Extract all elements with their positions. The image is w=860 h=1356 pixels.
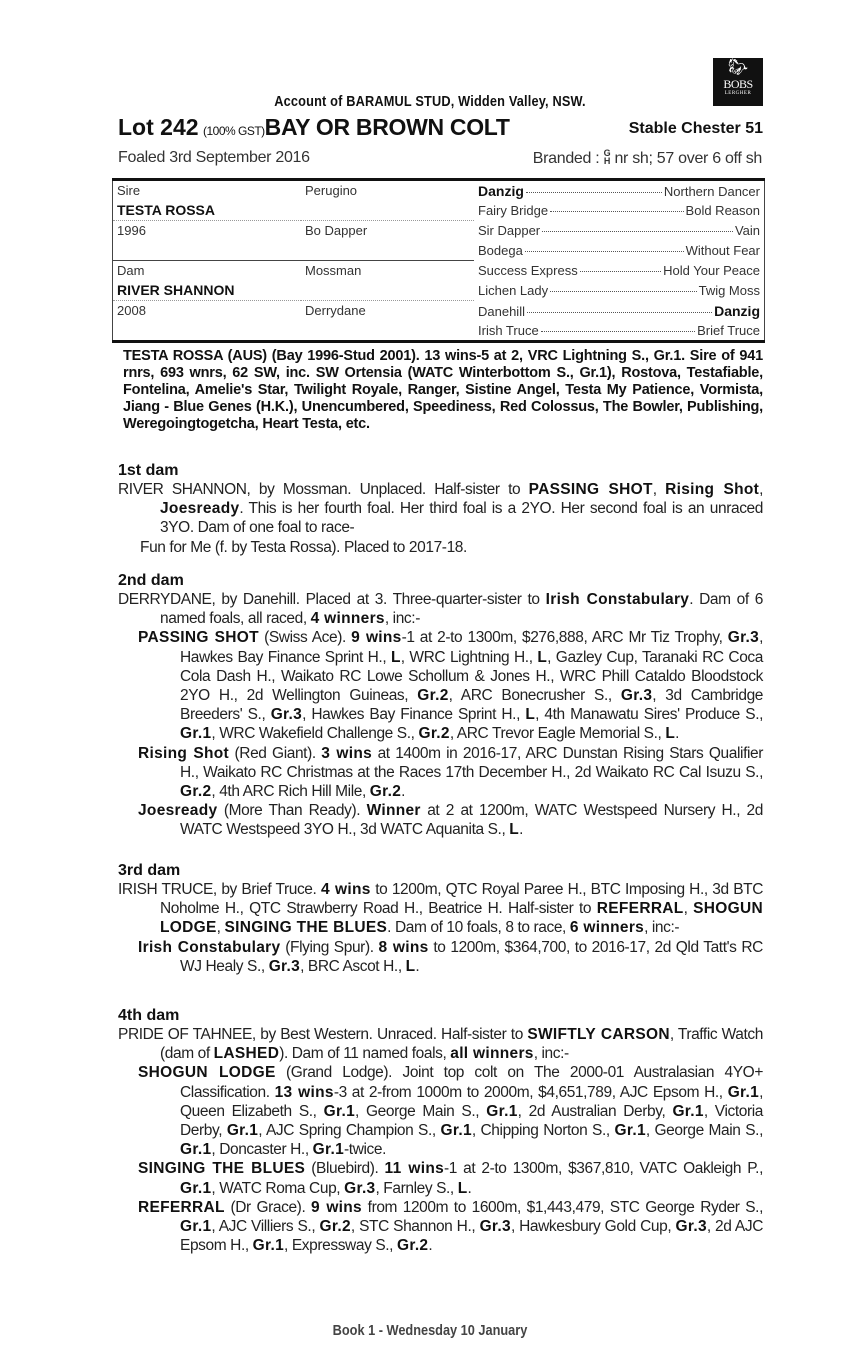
bold-text: Gr.1: [727, 1083, 760, 1101]
ancestor-sire: Brief Truce: [697, 322, 760, 338]
bold-text: 13 wins: [274, 1083, 334, 1101]
pedigree-col1: 2008: [113, 301, 302, 321]
pedigree-col1: [113, 321, 302, 341]
text: ). Dam of 11 named foals,: [279, 1045, 451, 1063]
brand-mark: [604, 149, 611, 165]
text: , Expressway S.,: [284, 1237, 397, 1255]
text: ,: [216, 919, 225, 937]
dam-section: [118, 462, 763, 557]
text: DERRYDANE, by Danehill. Placed at 3. Three-quarter-sister to: [118, 591, 546, 608]
dam-paragraph: [118, 1025, 763, 1063]
text: , Victoria Derby,: [180, 1102, 763, 1140]
bold-text: Rising Shot: [138, 744, 230, 762]
pedigree-row: [113, 241, 765, 261]
pedigree-ancestors: [474, 261, 765, 281]
branded-text: nr sh; 57 over 6 off sh: [614, 150, 762, 167]
branded-info: [533, 149, 762, 168]
bold-text: Irish Constabulary: [138, 938, 281, 956]
stable-location: Stable Chester 51: [628, 120, 763, 137]
text: .: [428, 1237, 433, 1255]
text: , ARC Bonecrusher S.,: [448, 687, 621, 705]
text: at 2 at 1200m, WATC Westspeed Nursery H., 2d WATC Westspeed 3YO H., 3d WATC Aquanita S.,: [180, 802, 763, 839]
dam-section: [118, 572, 763, 840]
bold-text: Gr.1: [180, 1179, 212, 1197]
logo-subtext: LERGHER: [724, 91, 752, 96]
text: -twice.: [344, 1141, 387, 1159]
bold-text: Gr.3: [620, 687, 653, 705]
bold-text: Gr.3: [268, 957, 301, 975]
bold-text: Gr.3: [479, 1218, 511, 1236]
dam-paragraph: [118, 480, 763, 538]
text: Fun for Me (f. by Testa Rossa). Placed to 2017-18.: [140, 538, 467, 556]
ancestor-sire: Vain: [734, 223, 760, 238]
text: , Queen Elizabeth S.,: [180, 1083, 763, 1120]
progeny-entry: [118, 744, 763, 802]
pedigree-row: [113, 321, 765, 341]
text: from 1200m to 1600m, $1,443,479, STC George Ryder S.,: [361, 1198, 763, 1216]
bold-text: 3 wins: [321, 744, 373, 762]
text: . Dam of 10 foals, 8 to race,: [387, 919, 570, 937]
ancestor-name: Sir Dapper: [478, 223, 541, 238]
pedigree-row: [113, 201, 765, 221]
ancestor-name: Danzig: [478, 182, 524, 199]
pedigree-col1: [113, 241, 302, 261]
bold-text: REFERRAL: [138, 1198, 225, 1216]
pedigree-col2: Bo Dapper: [301, 221, 474, 241]
dotted-leader: [541, 331, 695, 332]
text: (Swiss Ace).: [258, 629, 352, 647]
progeny-entry: [118, 1198, 763, 1256]
bold-text: L: [665, 725, 676, 743]
lot-heading: [118, 114, 763, 142]
text: (Grand Lodge). Joint top colt on The 2000-01 Australasian 4YO+ Classification.: [180, 1064, 763, 1101]
bold-text: PASSING SHOT: [138, 629, 259, 647]
progeny-entry: [118, 1063, 763, 1159]
dotted-leader: [580, 271, 661, 272]
bold-text: Gr.3: [344, 1179, 376, 1197]
ancestor-sire: Danzig: [714, 302, 760, 319]
section-heading: 1st dam: [118, 462, 179, 479]
text: , inc:-: [533, 1045, 569, 1063]
text: .: [401, 783, 406, 801]
ancestor-name: Success Express: [478, 263, 578, 278]
text: ,: [759, 481, 764, 498]
bold-text: SINGING THE BLUES: [224, 919, 388, 937]
progeny-entry: [118, 628, 763, 743]
bold-text: Gr.1: [180, 1141, 212, 1159]
text: , George Main S.,: [645, 1122, 763, 1140]
pedigree-row: [113, 281, 765, 301]
bold-text: 9 wins: [311, 1198, 362, 1216]
bold-text: Gr.1: [672, 1102, 704, 1120]
bold-text: SINGING THE BLUES: [138, 1160, 306, 1178]
pedigree-col2: Perugino: [305, 183, 358, 199]
progeny-entry: [118, 938, 763, 976]
text: , WATC Roma Cup,: [211, 1179, 345, 1197]
progeny-entry: [118, 1159, 763, 1197]
bold-text: Gr.2: [396, 1237, 429, 1255]
bold-text: L: [509, 821, 520, 839]
text: -1 at 2-to 1300m, $367,810, VATC Oakleigh P.,: [444, 1160, 763, 1178]
text: RIVER SHANNON, by Mossman. Unplaced. Half-sister to: [118, 481, 529, 498]
text: , WRC Lightning H.,: [400, 648, 538, 666]
lot-number: Lot 242: [118, 114, 199, 140]
pedigree-col2: Derrydane: [301, 301, 474, 321]
text: , George Main S.,: [355, 1102, 487, 1120]
pedigree-col2: [301, 281, 474, 301]
ancestor-sire: Twig Moss: [698, 283, 760, 298]
ancestor-sire: Northern Dancer: [663, 183, 760, 199]
page-footer: Book 1 - Wednesday 10 January: [332, 1322, 528, 1339]
bold-text: REFERRAL: [596, 900, 684, 918]
text: , inc:-: [384, 610, 420, 628]
text: , inc:-: [644, 919, 680, 937]
text: -1 at 2-to 1300m, $276,888, ARC Mr Tiz Trophy,: [401, 629, 728, 647]
bold-text: 6 winners: [569, 919, 645, 937]
pedigree-row: [113, 181, 765, 201]
bold-text: Gr.1: [312, 1141, 345, 1159]
bold-text: Gr.2: [180, 783, 212, 801]
text: (Flying Spur).: [280, 938, 379, 956]
text: , 2d Australian Derby,: [517, 1102, 673, 1120]
text: , Farnley S.,: [375, 1179, 458, 1197]
bold-text: Gr.2: [418, 725, 450, 743]
pedigree-table: [112, 178, 765, 343]
section-heading: 4th dam: [118, 1007, 180, 1024]
progeny-entry: [118, 801, 763, 839]
text: , ARC Trevor Eagle Memorial S.,: [449, 725, 666, 743]
text: , 2d AJC Epsom H.,: [180, 1218, 763, 1255]
bold-text: all winners: [450, 1045, 534, 1063]
text: at 1400m in 2016-17, ARC Dunstan Rising Stars Qualifier H., Waikato RC Christmas at the Races 17th December H., 2d Waikato RC Cal Isuzu S.,: [180, 744, 764, 781]
bold-text: 9 wins: [351, 629, 402, 647]
bold-text: L: [457, 1179, 468, 1197]
text: , AJC Spring Champion S.,: [258, 1122, 441, 1140]
bold-text: Gr.2: [369, 783, 402, 801]
bold-text: Gr.3: [727, 629, 760, 647]
text: .: [415, 957, 420, 975]
pedigree-row: [113, 221, 765, 241]
dotted-leader: [542, 231, 733, 232]
bold-text: Gr.2: [319, 1218, 351, 1236]
pedigree-col1: RIVER SHANNON: [113, 281, 302, 301]
text: , AJC Villiers S.,: [211, 1218, 320, 1236]
bold-text: SWIFTLY CARSON: [527, 1026, 670, 1043]
dam-paragraph: [118, 538, 763, 557]
dam-section: [118, 862, 763, 976]
ancestor-sire: Hold Your Peace: [663, 263, 760, 278]
pedigree-col1: Dam: [113, 261, 302, 281]
text: , Hawkes Bay Finance Sprint H.,: [180, 629, 764, 666]
text: IRISH TRUCE, by Brief Truce.: [118, 881, 321, 898]
ancestor-name: Bodega: [478, 243, 523, 258]
bold-text: Gr.1: [180, 725, 212, 743]
pedigree-col2: [301, 241, 474, 261]
bold-text: Rising Shot: [665, 481, 760, 498]
branded-label: Branded :: [532, 150, 600, 167]
text: -3 at 2-from 1000m to 2000m, $4,651,789, AJC Epsom H.,: [333, 1083, 728, 1101]
bold-text: Gr.2: [417, 687, 449, 705]
text: , Hawkesbury Gold Cup,: [510, 1218, 676, 1236]
pedigree-ancestors: [474, 181, 765, 201]
text: , STC Shannon H.,: [350, 1218, 480, 1236]
text: , 4th ARC Rich Hill Mile,: [211, 783, 370, 801]
bold-text: 8 wins: [378, 938, 429, 956]
bold-text: SHOGUN LODGE: [160, 900, 763, 937]
pedigree-row: [113, 261, 765, 281]
pedigree-ancestors: [474, 221, 765, 241]
bold-text: 11 wins: [384, 1160, 445, 1178]
text: ,: [683, 900, 694, 918]
bold-text: Gr.1: [252, 1237, 285, 1255]
pedigree-ancestors: [474, 281, 765, 301]
pedigree-col1: TESTA ROSSA: [113, 201, 302, 221]
dotted-leader: [527, 312, 712, 313]
vendor-account: Account of BARAMUL STUD, Widden Valley, NSW.: [274, 93, 586, 110]
bold-text: LASHED: [213, 1045, 280, 1063]
text: , Doncaster H.,: [211, 1141, 313, 1159]
gst-note: (100% GST): [202, 124, 265, 138]
ancestor-sire: Bold Reason: [685, 203, 760, 218]
ancestor-name: Irish Truce: [478, 322, 539, 338]
bold-text: L: [525, 706, 536, 724]
pedigree-col1: Sire: [113, 181, 302, 201]
bold-text: Winner: [366, 802, 421, 820]
bold-text: Gr.1: [486, 1102, 518, 1120]
text: to 1200m, QTC Royal Paree H., BTC Imposing H., 3d BTC Noholme H., QTC Strawberry Road H., Beatrice H. Half-sister to: [160, 881, 763, 918]
text: (Bluebird).: [305, 1160, 385, 1178]
bold-text: Gr.1: [226, 1122, 259, 1140]
text: , Chipping Norton S.,: [471, 1122, 615, 1140]
pedigree-col2: [301, 201, 474, 221]
text: . This is her fourth foal. Her third foal is a 2YO. Her second foal is an unraced 3YO. Dam of one foal to race-: [160, 500, 763, 537]
foaled-date: Foaled 3rd September 2016: [118, 149, 310, 166]
dam-paragraph: [118, 590, 763, 628]
text: , 3d Cambridge Breeders' S.,: [180, 687, 764, 724]
bold-text: 4 winners: [310, 610, 385, 628]
logo-text: BOBS: [723, 77, 753, 91]
text: .: [467, 1179, 472, 1197]
bold-text: Gr.1: [440, 1122, 472, 1140]
section-heading: 2nd dam: [118, 572, 184, 589]
pedigree-ancestors: [474, 321, 765, 341]
text: , WRC Wakefield Challenge S.,: [211, 725, 419, 743]
dotted-leader: [525, 251, 684, 252]
bold-text: Gr.3: [675, 1218, 707, 1236]
dotted-leader: [526, 192, 662, 193]
text: (Dr Grace).: [224, 1198, 312, 1216]
brand-top: G: [603, 148, 611, 158]
bold-text: PASSING SHOT: [528, 481, 653, 498]
text: , Gazley Cup, Taranaki RC Coca Cola Dash H., Waikato RC Lowe Schollum & Jones H., WRC Phill Cataldo Bloodstock 2YO H., 2d Wellington Guineas,: [180, 648, 763, 705]
pedigree-ancestors: [474, 201, 765, 221]
ancestor-name: Fairy Bridge: [478, 203, 549, 218]
text: , Hawkes Bay Finance Sprint H.,: [302, 706, 526, 724]
bold-text: Gr.3: [270, 706, 303, 724]
text: PRIDE OF TAHNEE, by Best Western. Unraced. Half-sister to: [118, 1026, 528, 1043]
text: ,: [652, 481, 666, 498]
pedigree-row: [113, 301, 765, 321]
text: .: [675, 725, 680, 743]
bold-text: L: [537, 648, 548, 666]
bold-text: 4 wins: [320, 881, 371, 898]
bold-text: Gr.1: [614, 1122, 646, 1140]
pedigree-ancestors: [474, 241, 765, 261]
bold-text: L: [405, 957, 416, 975]
text: (More Than Ready).: [217, 802, 367, 820]
pedigree-col1: 1996: [113, 221, 302, 241]
brand-bottom: H: [603, 156, 611, 166]
lot-description: BAY OR BROWN COLT: [264, 114, 510, 140]
bold-text: Joesready: [138, 802, 218, 820]
section-heading: 3rd dam: [118, 862, 181, 879]
dam-section: [118, 1007, 763, 1255]
text: to 1200m, $364,700, to 2016-17, 2d Qld Tatt's RC WJ Healy S.,: [180, 938, 763, 975]
text: , Traffic Watch (dam of: [160, 1026, 763, 1063]
bold-text: L: [390, 648, 401, 666]
bold-text: Gr.1: [323, 1102, 356, 1120]
text: , 4th Manawatu Sires' Produce S.,: [535, 706, 764, 724]
bold-text: Gr.1: [180, 1218, 212, 1236]
text: , BRC Ascot H.,: [300, 957, 406, 975]
sire-summary: TESTA ROSSA (AUS) (Bay 1996-Stud 2001). 13 wins-5 at 2, VRC Lightning S., Gr.1. Sire of 941 rnrs, 693 wnrs, 62 SW, inc. SW Ortensia (WATC Winterbottom S., Gr.1), Rostova, Testafiable, Fontelina, Amelie's Star, Twilight Royale, Ranger, Sistine Angel, Testa My Patience, Vormista, Jiang - Blue Genes (H.K.), Unencumbered, Speediness, Red Colossus, The Bowler, Publishing, Weregoingtogetcha, Heart Testa, etc.: [123, 348, 763, 432]
bold-text: SHOGUN LODGE: [138, 1064, 276, 1082]
pedigree-col2: [301, 321, 474, 341]
pedigree-col2: Mossman: [301, 261, 474, 281]
ancestor-sire: Without Fear: [685, 243, 760, 258]
ancestor-name: Lichen Lady: [478, 283, 549, 298]
bold-text: Joesready: [160, 500, 240, 518]
text: . Dam of 6 named foals, all raced,: [160, 591, 763, 628]
ancestor-name: Danehill: [478, 303, 525, 319]
bold-text: Irish Constabulary: [545, 591, 690, 608]
dotted-leader: [550, 291, 696, 292]
text: .: [519, 821, 523, 839]
dotted-leader: [550, 211, 683, 212]
dam-paragraph: [118, 880, 763, 938]
text: (Red Giant).: [229, 744, 322, 762]
pedigree-ancestors: [474, 301, 765, 321]
horse-icon: 🐎︎: [727, 59, 749, 76]
